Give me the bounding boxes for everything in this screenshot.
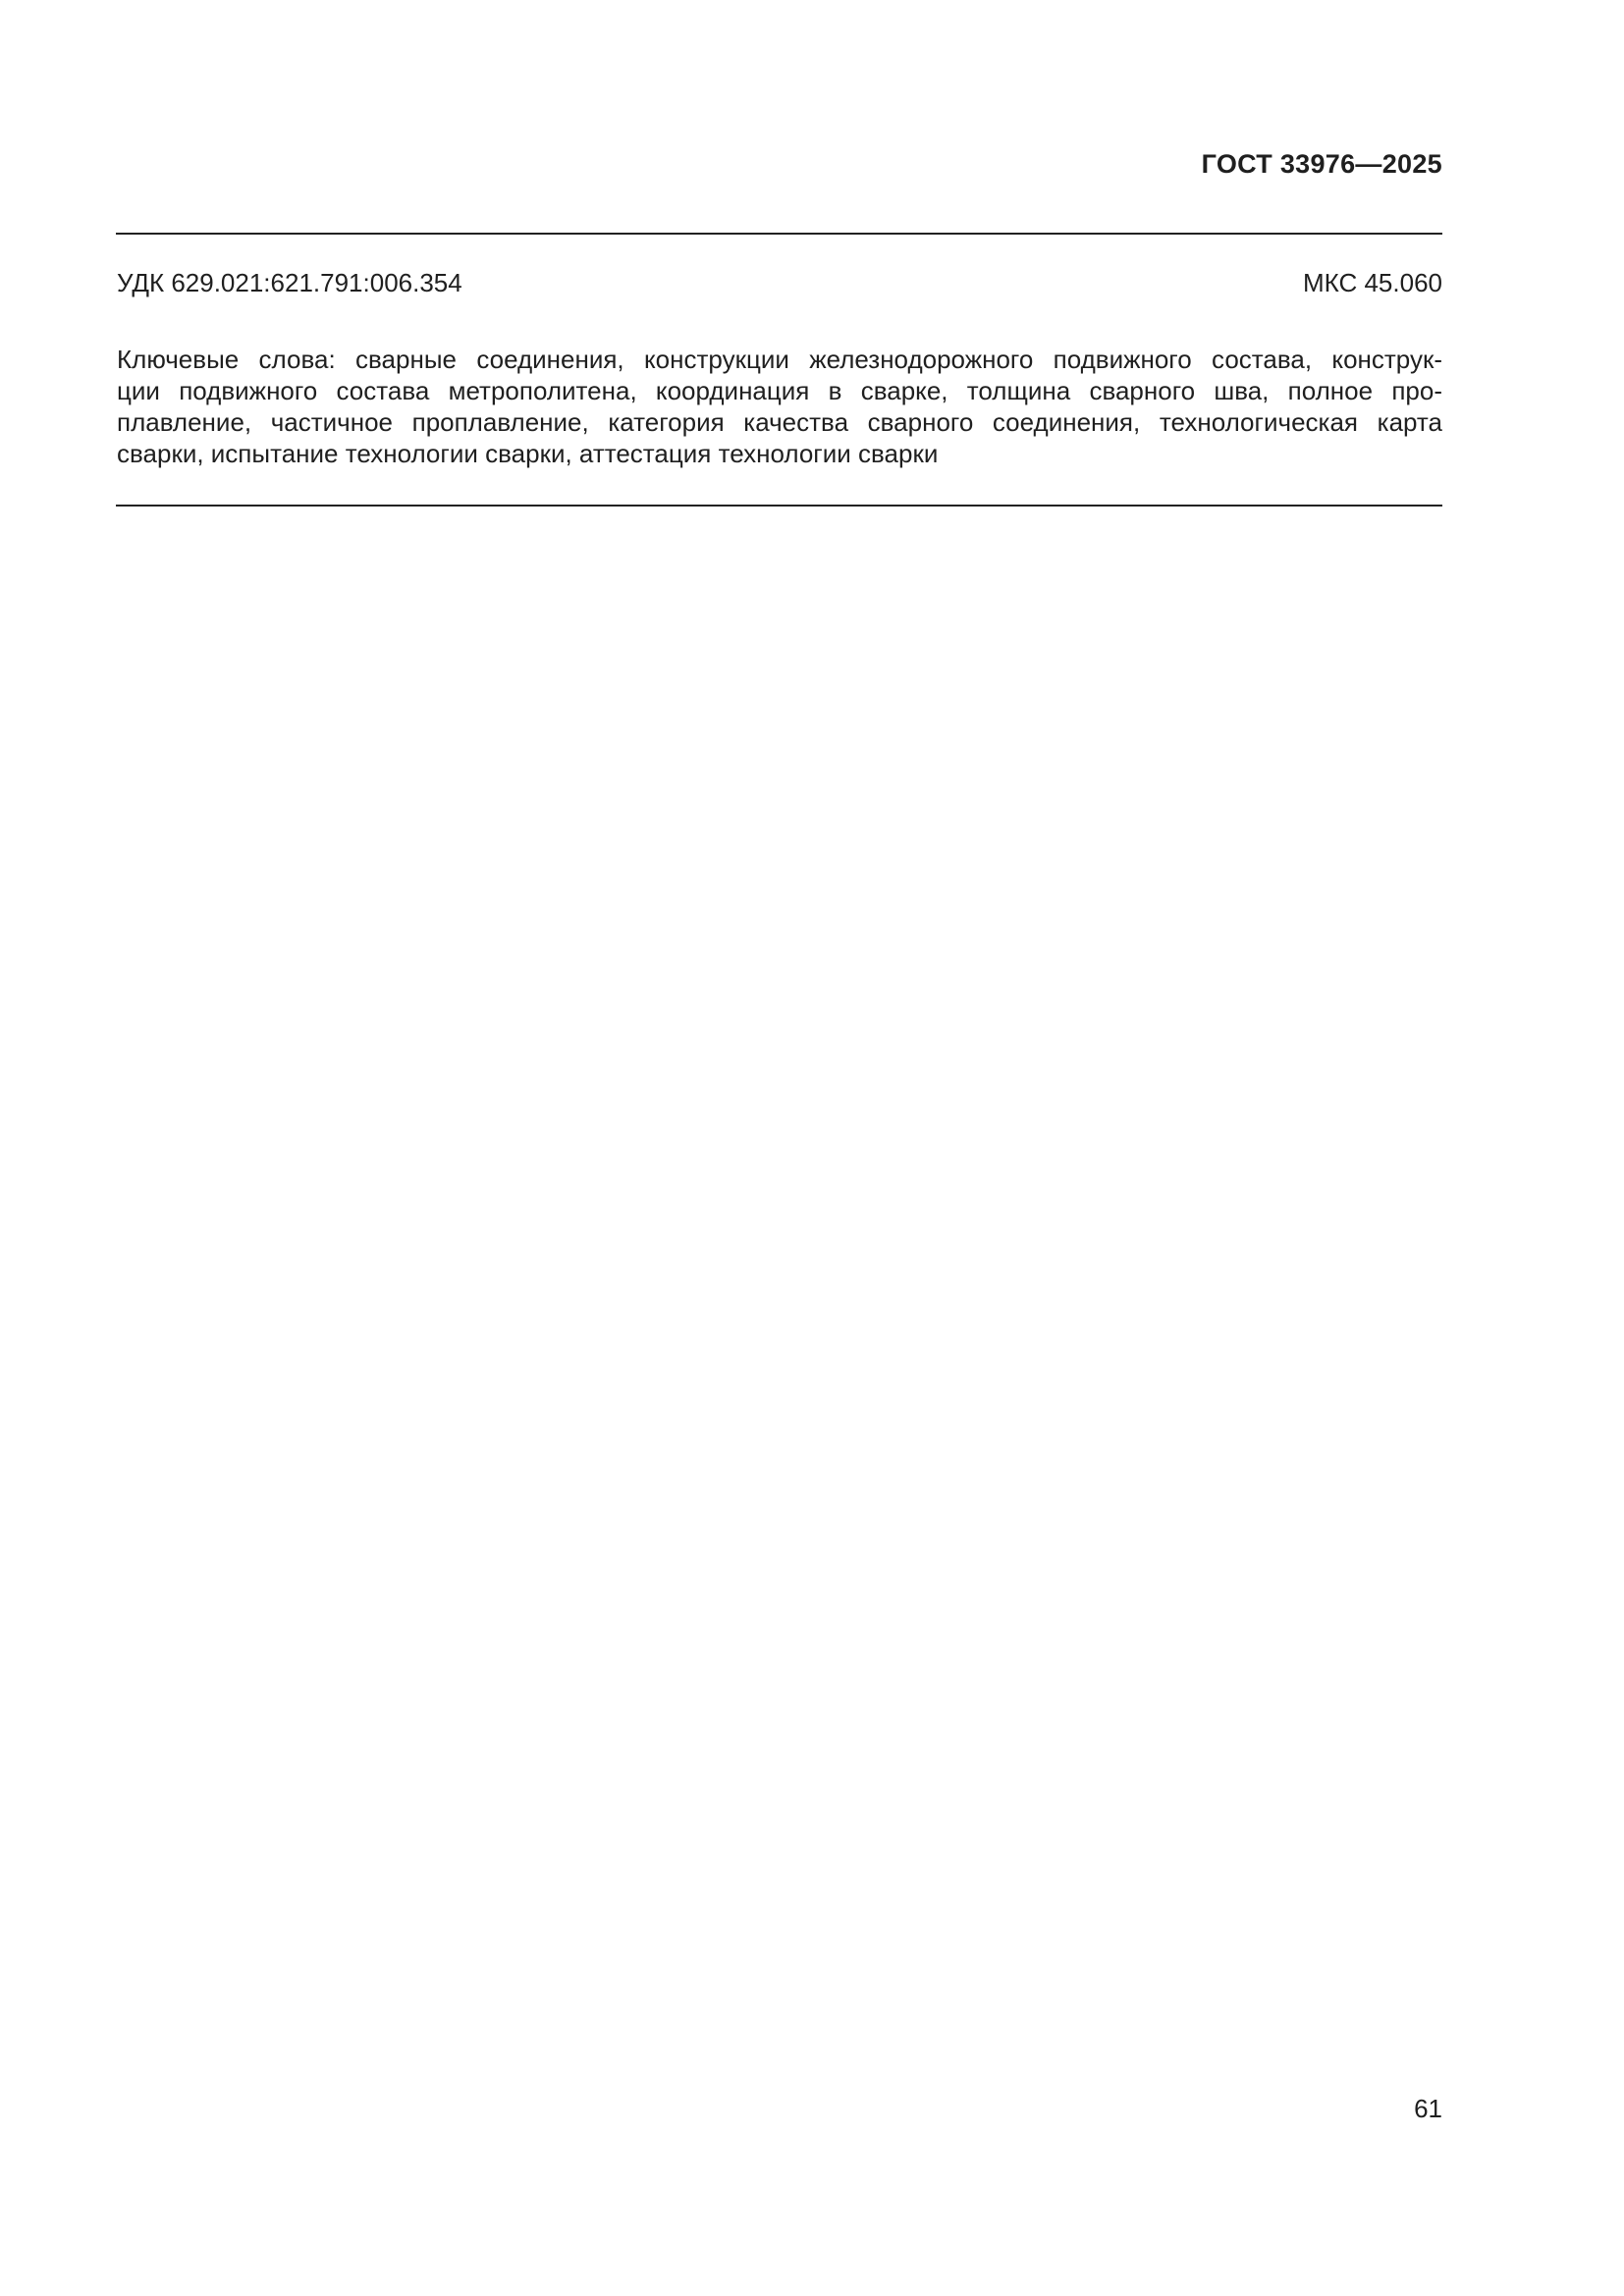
bottom-divider [116,505,1442,507]
page-number: 61 [1414,2094,1442,2123]
udk-code: УДК 629.021:621.791:006.354 [117,268,462,297]
keywords-line: ции подвижного состава метрополитена, координация в сварке, толщина сварного шва, полное про- [117,376,1442,405]
keywords-line: сварки, испытание технологии сварки, аттестация технологии сварки [117,439,939,468]
standard-id: ГОСТ 33976—2025 [1201,149,1442,179]
keywords-line: плавление, частичное проплавление, категория качества сварного соединения, технологическая карта [117,407,1442,437]
mks-code: МКС 45.060 [1302,268,1442,297]
keywords-paragraph [117,344,1442,469]
top-divider [116,233,1442,235]
keywords-line: Ключевые слова: сварные соединения, конструкции железнодорожного подвижного состава, конструк- [117,345,1442,374]
